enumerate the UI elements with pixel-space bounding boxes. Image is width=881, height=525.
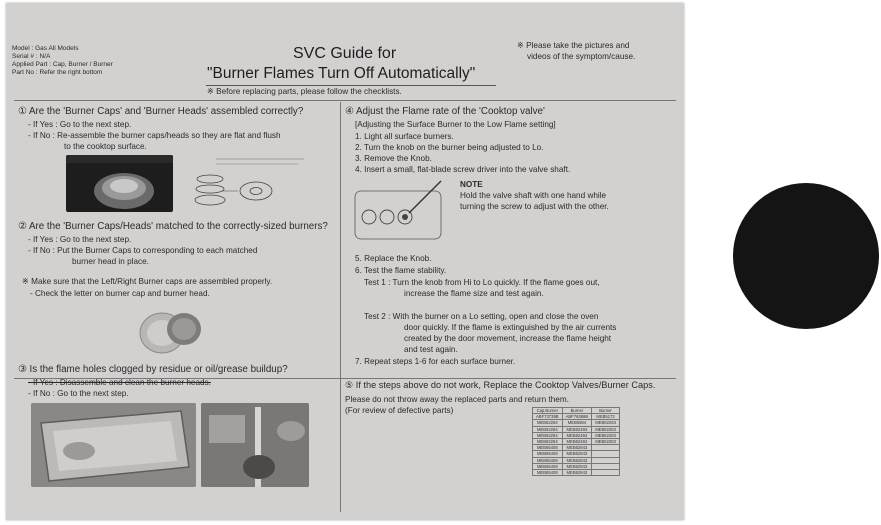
step2-heading: ② Are the 'Burner Caps/Heads' matched to the correctly-sized burners?	[18, 221, 328, 232]
cleaning-burner-photo	[201, 403, 309, 487]
note-title: NOTE	[460, 180, 483, 189]
photo-note-line-1: ※ Please take the pictures and	[517, 41, 630, 50]
serial-info: Serial # : N/A	[12, 53, 51, 60]
part-no-info: Part No : Refer the right bottom	[12, 69, 103, 76]
step1-heading: ① Are the 'Burner Caps' and 'Burner Heads' assembled correctly?	[18, 106, 304, 117]
test2-line-4: and test again.	[404, 345, 458, 354]
step2-no-2: burner head in place.	[72, 257, 149, 266]
step4-heading: ④ Adjust the Flame rate of the 'Cooktop valve'	[345, 106, 545, 117]
table-row: MEB62284 MEB62484 MEB62283	[533, 432, 620, 438]
parts-table	[532, 407, 620, 476]
burner-head-photo	[66, 155, 173, 212]
lr-note-line-2: - Check the letter on burner cap and burner head.	[30, 289, 210, 298]
step1-yes: - If Yes : Go to the next step.	[28, 120, 132, 129]
step2-yes: - If Yes : Go to the next step.	[28, 235, 132, 244]
table-row: MEB65408 MEB62843	[533, 451, 620, 457]
svc-guide-sheet	[6, 3, 684, 520]
step3-heading: ③ Is the flame holes clogged by residue or oil/grease buildup?	[18, 364, 288, 375]
table-row: MEB65408 MEB62843	[533, 457, 620, 463]
burner-tray-photo	[31, 403, 196, 487]
step4-item-3: 3. Remove the Knob.	[355, 154, 432, 163]
step3-no: - If No : Go to the next step.	[28, 389, 129, 398]
burner-cap-letter-photo	[130, 303, 210, 361]
applied-part-info: Applied Part : Cap, Burner / Burner	[12, 61, 113, 68]
step4-item-7: 7. Repeat steps 1-6 for each surface burner.	[355, 357, 516, 366]
step4-item-1: 1. Light all surface burners.	[355, 132, 454, 141]
table-row: MEB62284 MEB5584 MEB62283	[533, 420, 620, 426]
burner-diagram	[182, 155, 312, 213]
title-underline	[206, 85, 496, 86]
parts-header-burner-1: Burner	[562, 408, 592, 414]
table-row: MEB65408 MEB62843	[533, 463, 620, 469]
test1-line-1: Test 1 : Turn the knob from Hi to Lo quickly. If the flame goes out,	[364, 278, 600, 287]
step4-item-5: 5. Replace the Knob.	[355, 254, 432, 263]
step4-item-4: 4. Insert a small, flat-blade screw driver into the valve shaft.	[355, 165, 571, 174]
step4-item-2: 2. Turn the knob on the burner being adjusted to Lo.	[355, 143, 544, 152]
title-line-2: "Burner Flames Turn Off Automatically"	[207, 65, 476, 82]
valve-knob-diagram	[353, 177, 445, 249]
photo-note-line-2: videos of the symptom/cause.	[527, 52, 636, 61]
step2-no-1: - If No : Put the Burner Caps to corresponding to each matched	[28, 246, 258, 255]
step1-no-2: to the cooktop surface.	[64, 142, 147, 151]
parts-header-cap: Cap,Burner	[533, 408, 563, 414]
section-divider-top	[14, 100, 676, 101]
table-row: MEB62284 MEB62484 MEB62283	[533, 439, 620, 445]
table-row: ABF73739B ABF76369B MEB5172	[533, 414, 620, 420]
column-divider	[340, 102, 341, 512]
test1-line-2: increase the flame size and test again.	[404, 289, 544, 298]
step3-yes: - If Yes : Disassemble and clean the burner heads.	[28, 378, 211, 387]
note-line-2: turning the screw to adjust with the other.	[460, 202, 609, 211]
burner-cap-product-image	[733, 183, 879, 329]
step5-line-1: Please do not throw away the replaced parts and return them.	[345, 395, 569, 404]
title-line-1: SVC Guide for	[293, 45, 397, 62]
lr-note-line-1: ※ Make sure that the Left/Right Burner caps are assembled properly.	[22, 277, 273, 286]
step4-sub: [Adjusting the Surface Burner to the Low Flame setting]	[355, 120, 556, 129]
model-info: Model : Gas All Models	[12, 45, 79, 52]
test2-line-3: created by the door movement, increase the flame height	[404, 334, 612, 343]
table-row: MEB65408 MEB62843	[533, 470, 620, 476]
step1-no-1: - If No : Re-assemble the burner caps/heads so they are flat and flush	[28, 131, 281, 140]
table-row: MEB62284 MEB62484 MEB62283	[533, 426, 620, 432]
step4-item-6: 6. Test the flame stability.	[355, 266, 447, 275]
subtitle: ※ Before replacing parts, please follow the checklists.	[207, 87, 402, 96]
step5-line-2: (For review of defective parts)	[345, 406, 454, 415]
test2-line-2: door quickly. If the flame is extinguished by the air currents	[404, 323, 617, 332]
table-row: MEB65408 MEB62843	[533, 445, 620, 451]
step5-heading: ⑤ If the steps above do not work, Replace the Cooktop Valves/Burner Caps.	[345, 380, 656, 390]
note-line-1: Hold the valve shaft with one hand while	[460, 191, 607, 200]
parts-header-burner-2: Burner	[592, 408, 620, 414]
parts-table-header	[533, 408, 620, 414]
test2-line-1: Test 2 : With the burner on a Lo setting, open and close the oven	[364, 312, 599, 321]
